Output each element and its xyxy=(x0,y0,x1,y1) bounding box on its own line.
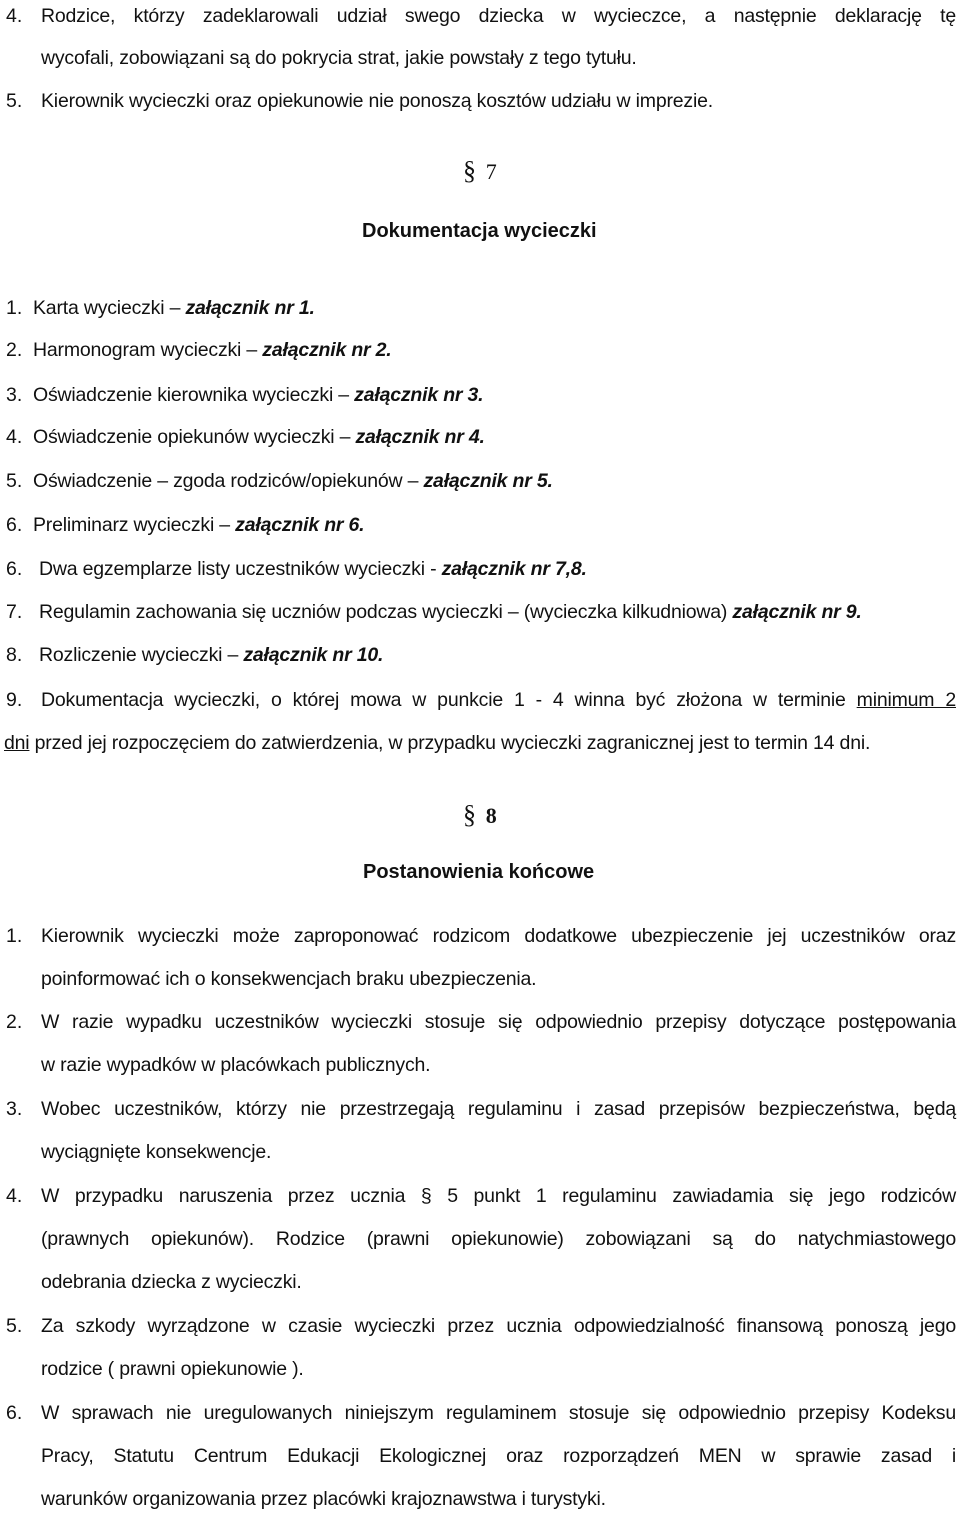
list-item-line: W sprawach nie uregulowanych niniejszym regulaminem stosuje się odpowiednio przepisy Kodeksu xyxy=(41,1402,956,1424)
list-item-text: Harmonogram wycieczki – xyxy=(33,339,263,361)
list-item-text: Oświadczenie kierownika wycieczki – xyxy=(33,384,355,406)
list-item-text: Karta wycieczki – xyxy=(33,297,186,319)
list-item-number: 7. xyxy=(6,601,23,623)
list-item-line: Wobec uczestników, którzy nie przestrzegają regulaminu i zasad przepisów bezpieczeństwa, będą xyxy=(41,1098,956,1120)
section-8-number: 8 xyxy=(485,803,497,828)
intro-item-5-number: 5. xyxy=(6,90,23,112)
intro-item-4-line-2: wycofali, zobowiązani są do pokrycia strat, jakie powstały z tego tytułu. xyxy=(41,47,637,69)
list-item-text: Dokumentacja wycieczki, o której mowa w punkcie 1 - 4 winna być złożona w terminie xyxy=(41,689,857,711)
attachment-reference: załącznik nr 3. xyxy=(354,384,484,406)
list-item-text: Oświadczenie opiekunów wycieczki – xyxy=(33,426,356,448)
list-item-number: 8. xyxy=(6,644,23,666)
list-item-line: wyciągnięte konsekwencje. xyxy=(41,1141,272,1163)
list-item-line: (prawnych opiekunów). Rodzice (prawni opiekunowie) zobowiązani są do natychmiastowego xyxy=(41,1228,956,1250)
list-item-text: Rozliczenie wycieczki – xyxy=(39,644,244,666)
list-item-line: W razie wypadku uczestników wycieczki stosuje się odpowiednio przepisy dotyczące postępowania xyxy=(41,1011,956,1033)
list-item-number: 6. xyxy=(6,1402,23,1424)
attachment-reference: załącznik nr 7,8. xyxy=(441,558,587,580)
list-item-line: Pracy, Statutu Centrum Edukacji Ekologicznej oraz rozporządzeń MEN w sprawie zasad i xyxy=(41,1445,956,1467)
attachment-reference: załącznik nr 10. xyxy=(243,644,384,666)
attachment-reference: załącznik nr 4. xyxy=(355,426,485,448)
section-sign-icon: § xyxy=(463,156,476,185)
list-item-number: 6. xyxy=(6,514,23,536)
list-item-line: rodzice ( prawni opiekunowie ). xyxy=(41,1358,304,1380)
list-item-line: Kierownik wycieczki może zaproponować rodzicom dodatkowe ubezpieczenie jej uczestników oraz xyxy=(41,925,956,947)
list-item-number: 9. xyxy=(6,689,23,711)
list-item-line: W przypadku naruszenia przez ucznia § 5 punkt 1 regulaminu zawiadamia się jego rodziców xyxy=(41,1185,956,1207)
attachment-reference: załącznik nr 1. xyxy=(185,297,315,319)
list-item-number: 6. xyxy=(6,558,23,580)
list-item-text: Dwa egzemplarze listy uczestników wycieczki - xyxy=(39,558,442,580)
section-8-title: Postanowienia końcowe xyxy=(363,861,595,883)
underlined-term: minimum 2 xyxy=(856,689,956,711)
list-item-number: 2. xyxy=(6,339,23,361)
list-item-line: poinformować ich o konsekwencjach braku ubezpieczenia. xyxy=(41,968,537,990)
list-item-number: 3. xyxy=(6,1098,23,1120)
list-item-number: 3. xyxy=(6,384,23,406)
attachment-reference: załącznik nr 6. xyxy=(235,514,365,536)
intro-item-4-number: 4. xyxy=(6,5,23,27)
attachment-reference: załącznik nr 5. xyxy=(423,470,553,492)
intro-item-5-text: Kierownik wycieczki oraz opiekunowie nie ponoszą kosztów udziału w imprezie. xyxy=(41,90,713,112)
list-item-text: przed jej rozpoczęciem do zatwierdzenia, w przypadku wycieczki zagranicznej jest to termin 14 dni. xyxy=(29,732,871,754)
section-7-number: 7 xyxy=(485,159,497,184)
attachment-reference: załącznik nr 2. xyxy=(262,339,392,361)
underlined-term: dni xyxy=(4,732,30,754)
list-item-number: 5. xyxy=(6,1315,23,1337)
list-item-number: 4. xyxy=(6,1185,23,1207)
attachment-reference: załącznik nr 9. xyxy=(732,601,862,623)
section-8-marker xyxy=(463,800,497,833)
list-item-text: Oświadczenie – zgoda rodziców/opiekunów – xyxy=(33,470,424,492)
list-item-number: 4. xyxy=(6,426,23,448)
section-7-marker xyxy=(463,156,497,189)
list-item-number: 5. xyxy=(6,470,23,492)
list-item-number: 1. xyxy=(6,925,23,947)
list-item-line: odebrania dziecka z wycieczki. xyxy=(41,1271,302,1293)
section-sign-icon: § xyxy=(463,800,476,829)
intro-item-4-line-1: Rodzice, którzy zadeklarowali udział swego dziecka w wycieczce, a następnie deklarację tę xyxy=(41,5,956,27)
section-7-title: Dokumentacja wycieczki xyxy=(362,220,597,242)
list-item-text: Regulamin zachowania się uczniów podczas wycieczki – (wycieczka kilkudniowa) xyxy=(39,601,733,623)
list-item-line: w razie wypadków w placówkach publicznych. xyxy=(41,1054,431,1076)
list-item-line: Za szkody wyrządzone w czasie wycieczki przez ucznia odpowiedzialność finansową ponoszą jego xyxy=(41,1315,956,1337)
list-item-line: warunków organizowania przez placówki krajoznawstwa i turystyki. xyxy=(41,1488,606,1510)
list-item-number: 1. xyxy=(6,297,23,319)
list-item-number: 2. xyxy=(6,1011,23,1033)
list-item-text: Preliminarz wycieczki – xyxy=(33,514,236,536)
